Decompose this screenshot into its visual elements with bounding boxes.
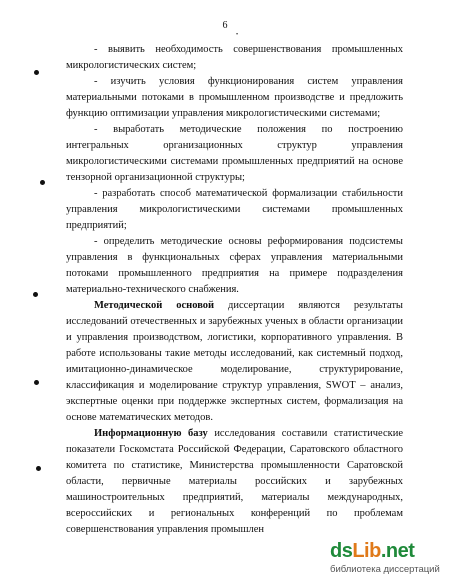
task-item: - определить методические основы реформирования подсистемы управления в функциональных сферах управления материальными потоками промышленного предприятия на примере подразделения материально-технического снабжения.: [66, 236, 403, 295]
task-item: - разработать способ математической формализации стабильности управления микрологистическими системами промышленных предприятий;: [66, 188, 403, 231]
margin-mark: [34, 380, 39, 385]
watermark-subtitle: библиотека диссертаций: [330, 564, 440, 575]
task-item: - выявить необходимость совершенствования промышленных микрологистических систем;: [66, 44, 403, 71]
dslib-watermark: [330, 538, 442, 578]
margin-mark: [33, 292, 38, 297]
margin-mark: [40, 180, 45, 185]
info-base-paragraph: [66, 426, 403, 538]
methodology-text: диссертации являются результаты исследований отечественных и зарубежных ученых в области организации и управления производством, логистики, корпоративного управления. В работе использованы такие методы исследований, как системный подход, имитационно-динамическое моделирование, структурирование, классификация и моделирование структур управления, SWOT – анализ, экспертные оценки при поддержке экспертных систем, формализация на основе математических методов.: [66, 300, 403, 423]
info-base-heading: Информационную базу: [94, 428, 208, 439]
methodology-heading: Методической основой: [94, 300, 215, 311]
document-body: [66, 42, 403, 538]
task-item: - выработать методические положения по построению интегральных организационных структур управления микрологистическими системами промышленных предприятий на основе тензорной организационной структуры;: [66, 124, 403, 183]
margin-mark: [34, 70, 39, 75]
dslib-logo: [330, 540, 414, 563]
task-item: - изучить условия функционирования систем управления материальными потоками в промышленном производстве и предложить функцию оптимизации управления микрологистическими системами;: [66, 76, 403, 119]
logo-net: .net: [380, 540, 415, 562]
page-dot: •: [236, 32, 239, 38]
page-number-text: 6: [222, 20, 228, 31]
logo-ds: ds: [330, 540, 353, 562]
margin-mark: [36, 466, 41, 471]
methodology-paragraph: [66, 298, 403, 426]
page-number: [0, 20, 450, 38]
info-base-text: исследования составили статистические показатели Госкомстата Российской Федерации, Саратовского областного комитета по статистике, Министерства промышленности Саратовской области, первичные материалы российских и зарубежных машиностроительных предприятий, материалы международных, всероссийских и региональных конференций по проблемам совершенствования управления промышлен: [66, 428, 403, 535]
logo-lib: Lib: [352, 540, 381, 562]
